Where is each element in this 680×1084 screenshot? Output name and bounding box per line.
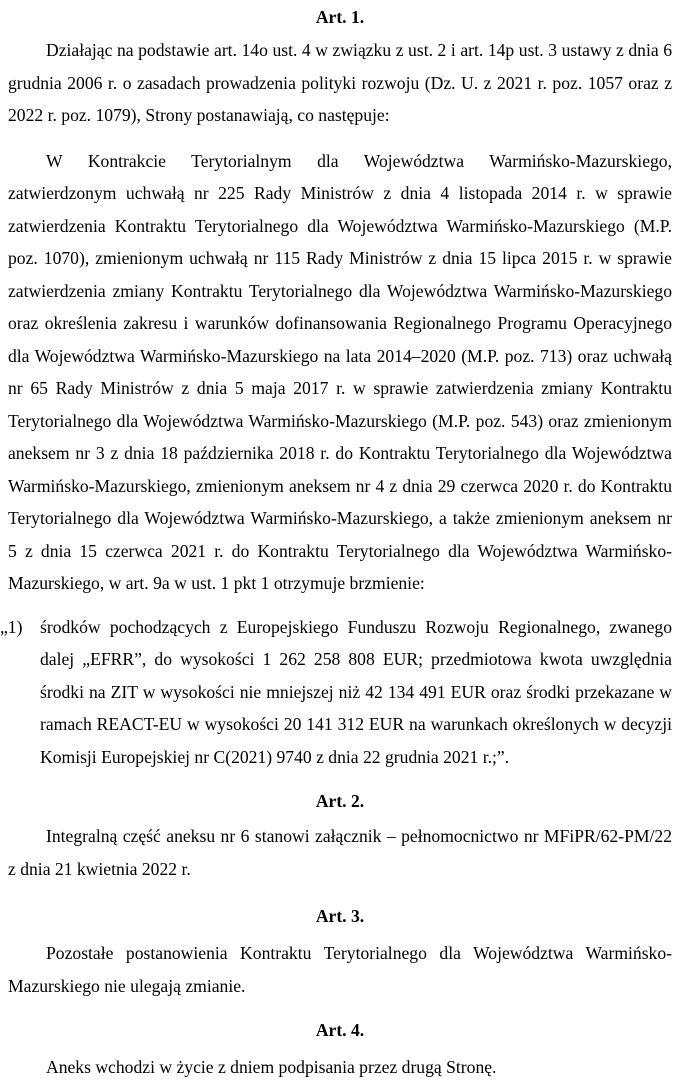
point-marker: „1) xyxy=(0,616,23,637)
article-2-paragraph: Integralną część aneksu nr 6 stanowi załącznik – pełnomocnictwo nr MFiPR/62-PM/22 z dnia 21 kwietnia 2022 r. xyxy=(8,826,672,879)
article-4-paragraph: Aneks wchodzi w życie z dniem podpisania przez drugą Stronę. xyxy=(46,1057,497,1077)
article-1-amendment-paragraph: W Kontrakcie Terytorialnym dla Województwa Warmińsko-Mazurskiego, zatwierdzonym uchwałą nr 225 Rady Ministrów z dnia 4 listopada 2014 r. w sprawie zatwierdzenia Kontraktu Terytorialnego dla Województwa Warmińsko-Mazurskiego (M.P. poz. 1070), zmienionym uchwałą nr 115 Rady Ministrów z dnia 15 lipca 2015 r. w sprawie zatwierdzenia zmiany Kontraktu Terytorialnego dla Województwa Warmińsko-Mazurskiego oraz określenia zakresu i warunków dofinansowania Regionalnego Programu Operacyjnego dla Województwa Warmińsko-Mazurskiego na lata 2014–2020 (M.P. poz. 713) oraz uchwałą nr 65 Rady Ministrów z dnia 5 maja 2017 r. w sprawie zatwierdzenia zmiany Kontraktu Terytorialnego dla Województwa Warmińsko-Mazurskiego (M.P. poz. 543) oraz zmienionym aneksem nr 3 z dnia 18 października 2018 r. do Kontraktu Terytorialnego dla Województwa Warmińsko-Mazurskiego, zmienionym aneksem nr 4 z dnia 29 czerwca 2020 r. do Kontraktu Terytorialnego dla Województwa Warmińsko-Mazurskiego, a także zmienionym aneksem nr 5 z dnia 15 czerwca 2021 r. do Kontraktu Terytorialnego dla Województwa Warmińsko-Mazurskiego, w art. 9a w ust. 1 pkt 1 otrzymuje brzmienie: xyxy=(8,150,672,593)
document-page xyxy=(0,2,672,1084)
article-1-point-1 xyxy=(0,611,672,774)
article-1-intro-paragraph: Działając na podstawie art. 14o ust. 4 w związku z ust. 2 i art. 14p ust. 3 ustawy z dnia 6 grudnia 2006 r. o zasadach prowadzenia polityki rozwoju (Dz. U. z 2021 r. poz. 1057 oraz z 2022 r. poz. 1079), Strony postanawiają, co następuje: xyxy=(8,40,672,125)
article-4-heading: Art. 4. xyxy=(315,1020,365,1040)
article-2-heading: Art. 2. xyxy=(315,791,365,811)
article-3-heading: Art. 3. xyxy=(315,906,365,926)
article-1-heading: Art. 1. xyxy=(315,7,365,27)
article-3-paragraph: Pozostałe postanowienia Kontraktu Terytorialnego dla Województwa Warmińsko-Mazurskiego nie ulegają zmianie. xyxy=(8,943,672,996)
point-text: środków pochodzących z Europejskiego Funduszu Rozwoju Regionalnego, zwanego dalej „EFRR”, do wysokości 1 262 258 808 EUR; przedmiotowa kwota uwzględnia środki na ZIT w wysokości nie mniejszej niż 42 134 491 EUR oraz środki przekazane w ramach REACT-EU w wysokości 20 141 312 EUR na warunkach określonych w decyzji Komisji Europejskiej nr C(2021) 9740 z dnia 22 grudnia 2021 r.;”. xyxy=(40,616,672,767)
